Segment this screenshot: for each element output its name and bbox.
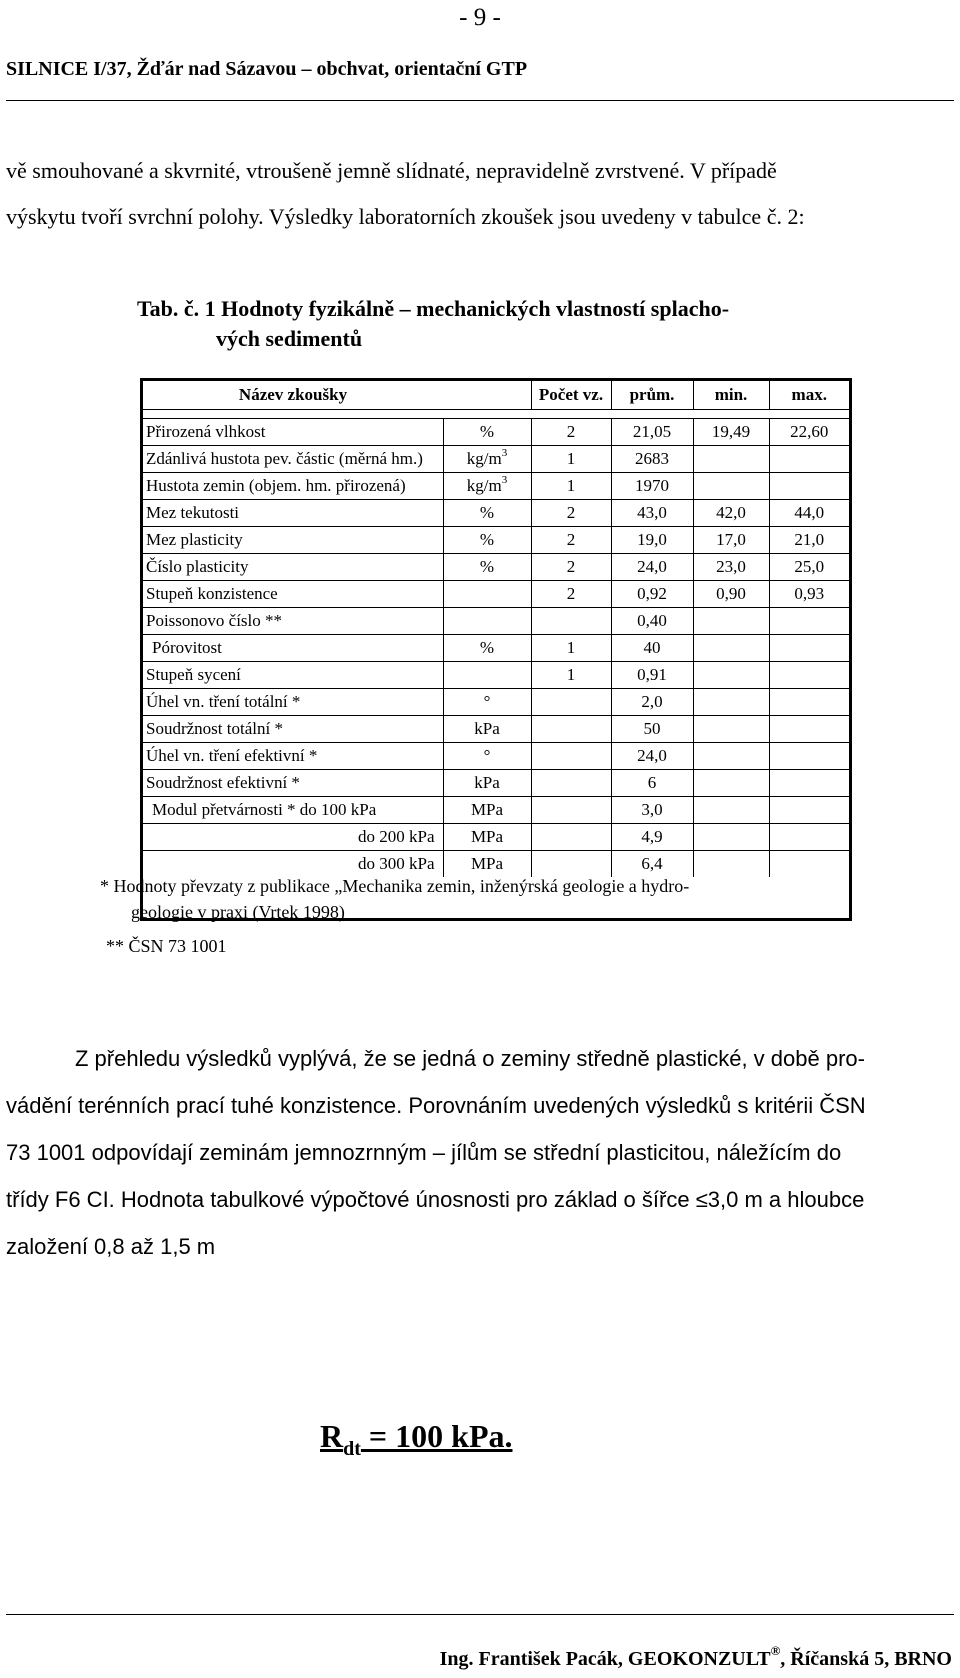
cell-min xyxy=(693,526,769,553)
cell-name xyxy=(143,769,443,796)
cell-count-text: 1 xyxy=(566,637,576,657)
table-row xyxy=(143,796,849,823)
cell-avg-text: 3,0 xyxy=(641,799,663,819)
header-unit xyxy=(443,381,531,409)
cell-max xyxy=(769,472,849,499)
cell-max xyxy=(769,499,849,526)
cell-max-text: 22,60 xyxy=(790,421,829,441)
cell-max xyxy=(769,688,849,715)
table-row xyxy=(143,634,849,661)
cell-avg-text: 6 xyxy=(647,772,657,792)
cell-count xyxy=(531,499,611,526)
cell-count-text: 1 xyxy=(566,664,576,684)
table-header-gap xyxy=(143,409,849,418)
cell-max-text: 0,93 xyxy=(794,583,825,603)
table-row xyxy=(143,499,849,526)
cell-name-text: Úhel vn. tření totální * xyxy=(146,691,301,711)
cell-min xyxy=(693,445,769,472)
cell-avg xyxy=(611,553,693,580)
cell-name-text: Úhel vn. tření efektivní * xyxy=(146,745,318,765)
cell-unit xyxy=(443,769,531,796)
cell-count xyxy=(531,796,611,823)
table-row xyxy=(143,418,849,445)
cell-avg-text: 6,4 xyxy=(641,853,663,873)
registered-mark: ® xyxy=(770,1643,781,1658)
footnote-2: ** ČSN 73 1001 xyxy=(106,936,227,956)
cell-avg-text: 19,0 xyxy=(637,529,667,549)
cell-avg-text: 0,92 xyxy=(637,583,667,603)
cell-name xyxy=(143,742,443,769)
cell-count xyxy=(531,715,611,742)
footnote-1-line-2: geologie v praxi (Vrtek 1998) xyxy=(131,902,345,922)
intro-line-1: vě smouhované a skvrnité, vtroušeně jemně slídnaté, nepravidelně zvrstvené. V případě xyxy=(6,158,777,183)
cell-name xyxy=(143,526,443,553)
cell-unit xyxy=(443,418,531,445)
cell-name xyxy=(143,607,443,634)
cell-max xyxy=(769,661,849,688)
cell-max xyxy=(769,445,849,472)
cell-avg xyxy=(611,742,693,769)
cell-count-text: 1 xyxy=(566,448,576,468)
bearing-capacity-formula xyxy=(320,1418,513,1460)
cell-unit xyxy=(443,526,531,553)
cell-min-text: 23,0 xyxy=(716,556,746,576)
cell-min xyxy=(693,715,769,742)
cell-max xyxy=(769,850,849,877)
cell-avg xyxy=(611,796,693,823)
cell-avg xyxy=(611,661,693,688)
cell-unit xyxy=(443,850,531,877)
cell-avg xyxy=(611,769,693,796)
cell-name-text: Stupeň konzistence xyxy=(146,583,278,603)
cell-min xyxy=(693,499,769,526)
cell-min xyxy=(693,472,769,499)
cell-avg-text: 2683 xyxy=(635,448,669,468)
cell-avg-text: 24,0 xyxy=(637,556,667,576)
formula-subscript: dt xyxy=(343,1438,361,1460)
cell-count-text: 2 xyxy=(566,421,576,441)
cell-count xyxy=(531,850,611,877)
footer-address: , Říčanská 5, BRNO xyxy=(780,1648,952,1670)
cell-name xyxy=(143,850,443,877)
cell-max xyxy=(769,742,849,769)
cell-count xyxy=(531,445,611,472)
cell-min-text: 19,49 xyxy=(711,421,751,441)
cell-name-text: Modul přetvárnosti * do 100 kPa xyxy=(152,799,377,819)
table-caption-line-2: vých sedimentů xyxy=(216,326,363,351)
cell-name xyxy=(143,499,443,526)
cell-max xyxy=(769,715,849,742)
cell-avg-text: 24,0 xyxy=(637,745,667,765)
cell-avg xyxy=(611,607,693,634)
table-row xyxy=(143,715,849,742)
cell-count xyxy=(531,580,611,607)
cell-avg-text: 2,0 xyxy=(641,691,663,711)
paragraph-line-4: třídy F6 CI. Hodnota tabulkové výpočtové únosnosti pro základ o šířce ≤3,0 m a hloubce xyxy=(6,1187,865,1212)
cell-count-text: 2 xyxy=(566,502,576,522)
cell-name-text: Mez plasticity xyxy=(146,529,243,549)
table-row xyxy=(143,472,849,499)
cell-name-text: Soudržnost totální * xyxy=(146,718,283,738)
cell-avg-text: 0,40 xyxy=(637,610,667,630)
table-row xyxy=(143,580,849,607)
cell-name xyxy=(143,661,443,688)
cell-avg xyxy=(611,850,693,877)
cell-name-text: Hustota zemin (objem. hm. přirozená) xyxy=(146,475,406,495)
cell-unit-text: kPa xyxy=(474,718,500,738)
cell-count xyxy=(531,418,611,445)
cell-max xyxy=(769,607,849,634)
cell-avg-text: 1970 xyxy=(635,475,669,495)
cell-min xyxy=(693,418,769,445)
cell-count-text: 2 xyxy=(566,583,576,603)
cell-unit-text: kg/m xyxy=(466,448,502,468)
cell-min xyxy=(693,742,769,769)
cell-count xyxy=(531,823,611,850)
table-row xyxy=(143,553,849,580)
footer-rule xyxy=(6,1614,954,1615)
cell-avg xyxy=(611,688,693,715)
cell-min xyxy=(693,823,769,850)
cell-min xyxy=(693,688,769,715)
cell-max-text: 25,0 xyxy=(794,556,825,576)
header-avg: prům. xyxy=(611,381,693,409)
cell-avg xyxy=(611,499,693,526)
cell-unit xyxy=(443,472,531,499)
cell-count xyxy=(531,526,611,553)
cell-unit xyxy=(443,796,531,823)
cell-unit xyxy=(443,553,531,580)
cell-name xyxy=(143,553,443,580)
cell-avg-text: 0,91 xyxy=(637,664,667,684)
cell-name-text: Číslo plasticity xyxy=(146,556,249,576)
cell-unit xyxy=(443,715,531,742)
footnote-1-line-1: * Hodnoty převzaty z publikace „Mechanika zemin, inženýrská geologie a hydro- xyxy=(100,876,690,896)
cell-count-text: 1 xyxy=(566,475,576,495)
footer-author: Ing. František Pacák, GEOKONZULT xyxy=(439,1648,771,1670)
cell-avg-text: 21,05 xyxy=(632,421,672,441)
table-row xyxy=(143,742,849,769)
table-row xyxy=(143,823,849,850)
formula-value: = 100 kPa. xyxy=(360,1418,513,1454)
table-caption-line-1: Tab. č. 1 Hodnoty fyzikálně – mechanických vlastností splacho- xyxy=(137,296,730,321)
cell-unit xyxy=(443,742,531,769)
cell-name-text: Stupeň sycení xyxy=(146,664,241,684)
intro-line-2: výskytu tvoří svrchní polohy. Výsledky laboratorních zkoušek jsou uvedeny v tabulce č. 2: xyxy=(6,204,805,229)
cell-unit-text: % xyxy=(479,502,495,522)
cell-max xyxy=(769,553,849,580)
cell-min-text: 0,90 xyxy=(716,583,746,603)
cell-name-text: Zdánlivá hustota pev. částic (měrná hm.) xyxy=(146,448,423,468)
cell-max xyxy=(769,526,849,553)
cell-name xyxy=(143,688,443,715)
footer-text xyxy=(439,1643,952,1671)
cell-unit-text: MPa xyxy=(470,799,504,819)
cell-avg-text: 40 xyxy=(643,637,661,657)
cell-max xyxy=(769,634,849,661)
cell-max xyxy=(769,769,849,796)
cell-unit-text: MPa xyxy=(470,853,504,873)
cell-count xyxy=(531,472,611,499)
cell-avg-text: 50 xyxy=(643,718,661,738)
cell-min xyxy=(693,580,769,607)
cell-unit-text: % xyxy=(479,637,495,657)
cell-unit-text: % xyxy=(479,421,495,441)
cell-unit-text: MPa xyxy=(470,826,504,846)
cell-min xyxy=(693,634,769,661)
cell-min-text: 17,0 xyxy=(716,529,746,549)
properties-table-grid xyxy=(143,381,849,877)
paragraph-line-1: Z přehledu výsledků vyplývá, že se jedná o zeminy středně plastické, v době pro- xyxy=(75,1046,865,1071)
table-row xyxy=(143,445,849,472)
cell-name-text: Přirozená vlhkost xyxy=(146,421,266,441)
cell-count xyxy=(531,769,611,796)
cell-unit-text: ° xyxy=(483,691,491,711)
cell-max xyxy=(769,796,849,823)
cell-max xyxy=(769,823,849,850)
cell-name-text: Soudržnost efektivní * xyxy=(146,772,300,792)
table-header-row xyxy=(143,381,849,409)
cell-avg xyxy=(611,634,693,661)
cell-avg xyxy=(611,526,693,553)
cell-min xyxy=(693,850,769,877)
cell-name-text: Mez tekutosti xyxy=(146,502,240,522)
cell-avg-text: 4,9 xyxy=(641,826,663,846)
cell-name xyxy=(143,823,443,850)
cell-count xyxy=(531,634,611,661)
formula-symbol: R xyxy=(320,1418,344,1454)
table-row xyxy=(143,688,849,715)
paragraph-line-2: vádění terénních prací tuhé konzistence. Porovnáním uvedených výsledků s kritérii ČSN xyxy=(6,1093,866,1118)
cell-min-text: 42,0 xyxy=(716,502,746,522)
cell-unit xyxy=(443,607,531,634)
cell-name xyxy=(143,796,443,823)
header-min: min. xyxy=(693,381,769,409)
cell-name xyxy=(143,472,443,499)
cell-unit-text: ° xyxy=(483,745,491,765)
cell-name xyxy=(143,445,443,472)
cell-name-text: Poissonovo číslo ** xyxy=(146,610,283,630)
cell-min xyxy=(693,553,769,580)
cell-min xyxy=(693,796,769,823)
cell-unit xyxy=(443,688,531,715)
cell-max xyxy=(769,418,849,445)
cell-min xyxy=(693,769,769,796)
cell-count xyxy=(531,607,611,634)
cell-count-text: 2 xyxy=(566,556,576,576)
cell-max-text: 44,0 xyxy=(794,502,825,522)
cell-min xyxy=(693,661,769,688)
cell-count xyxy=(531,553,611,580)
cell-avg xyxy=(611,445,693,472)
header-count: Počet vz. xyxy=(531,381,611,409)
cell-unit xyxy=(443,823,531,850)
cell-name-text: Pórovitost xyxy=(152,637,222,657)
cell-name xyxy=(143,418,443,445)
cell-avg xyxy=(611,715,693,742)
cell-unit-text: % xyxy=(479,556,495,576)
cell-unit xyxy=(443,661,531,688)
cell-max xyxy=(769,580,849,607)
cell-count xyxy=(531,688,611,715)
cell-name-text: do 300 kPa xyxy=(358,853,435,873)
cell-count xyxy=(531,742,611,769)
cell-unit-text: kPa xyxy=(474,772,500,792)
cell-unit xyxy=(443,445,531,472)
cell-unit xyxy=(443,580,531,607)
cell-avg-text: 43,0 xyxy=(637,502,667,522)
cell-avg xyxy=(611,580,693,607)
cell-unit-text: % xyxy=(479,529,495,549)
unit-exponent: 3 xyxy=(501,473,508,486)
paragraph-line-5: založení 0,8 až 1,5 m xyxy=(6,1234,216,1259)
cell-min xyxy=(693,607,769,634)
cell-name-text: do 200 kPa xyxy=(358,826,435,846)
cell-unit-text: kg/m xyxy=(466,475,502,495)
table-row xyxy=(143,526,849,553)
cell-unit xyxy=(443,499,531,526)
table-row xyxy=(143,769,849,796)
cell-name xyxy=(143,580,443,607)
header-name: Název zkoušky xyxy=(143,381,443,409)
cell-name xyxy=(143,634,443,661)
paragraph-line-3: 73 1001 odpovídají zeminám jemnozrnným – jílům se střední plasticitou, náležícím do xyxy=(6,1140,842,1165)
cell-max-text: 21,0 xyxy=(794,529,825,549)
cell-avg xyxy=(611,418,693,445)
cell-unit xyxy=(443,634,531,661)
unit-exponent: 3 xyxy=(501,446,508,459)
table-row xyxy=(143,607,849,634)
header-title: SILNICE I/37, Žďár nad Sázavou – obchvat, orientační GTP xyxy=(6,58,528,80)
cell-avg xyxy=(611,472,693,499)
page-number: - 9 - xyxy=(459,4,501,31)
table-row xyxy=(143,661,849,688)
cell-count xyxy=(531,661,611,688)
properties-table xyxy=(140,378,852,921)
header-rule xyxy=(6,100,954,101)
cell-name xyxy=(143,715,443,742)
header-max: max. xyxy=(769,381,849,409)
cell-avg xyxy=(611,823,693,850)
table-row xyxy=(143,850,849,877)
cell-count-text: 2 xyxy=(566,529,576,549)
